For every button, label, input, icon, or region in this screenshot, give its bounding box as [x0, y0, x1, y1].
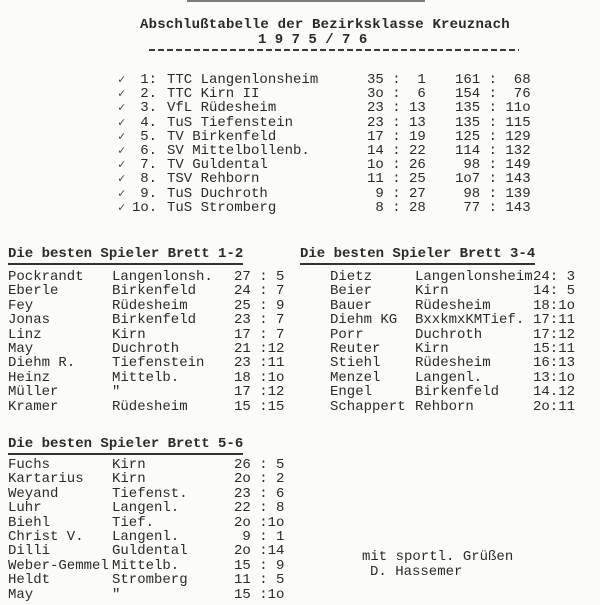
standings-table: [118, 73, 531, 215]
standings-row: [118, 130, 531, 144]
player-name: Beier: [330, 283, 373, 300]
rank-label: 1:: [140, 72, 157, 88]
standings-row: [118, 172, 531, 186]
club-name: TSV Rehborn: [167, 171, 260, 188]
player-row: [8, 530, 284, 544]
checkmark-icon: ✓: [118, 73, 126, 87]
player-row: [8, 472, 284, 486]
player-name: Menzel: [330, 369, 381, 386]
player-club: Langenl.: [415, 369, 483, 386]
match-record: 23 : 13: [367, 114, 426, 131]
player-club: Rüdesheim: [415, 355, 491, 372]
player-name: Müller: [8, 384, 59, 401]
match-record: 9 : 27: [367, 185, 426, 202]
player-club-overtyped: BxxkmxKMTief.: [415, 312, 525, 329]
player-row: [8, 458, 284, 472]
rank-label: 3.: [140, 100, 157, 117]
club-name: TV Guldental: [167, 157, 268, 174]
player-club: Rehborn: [415, 398, 474, 415]
player-name: May: [8, 586, 34, 603]
standings-row: [118, 87, 531, 101]
checkmark-icon: ✓: [118, 186, 126, 201]
rank-label: 8.: [140, 171, 157, 188]
club-name: TTC Langenlonsheim: [167, 72, 319, 88]
player-row: [8, 573, 284, 587]
player-row: [330, 270, 575, 284]
game-record: 135 : 11o: [455, 100, 531, 117]
player-score: 23 :11: [234, 355, 285, 372]
player-club: Stromberg: [112, 572, 188, 589]
rank-label: 9.: [140, 185, 157, 202]
player-row: [8, 270, 284, 284]
player-row: [8, 516, 284, 530]
standings-row: [118, 101, 531, 115]
game-record: 77 : 143: [455, 199, 531, 216]
player-name: Dietz: [330, 269, 373, 285]
section-heading-brett-3-4: Die besten Spieler Brett 3-4: [300, 246, 535, 265]
player-score: 24 : 7: [234, 283, 285, 300]
player-name: Jonas: [8, 312, 51, 329]
player-score: 18 :1o: [234, 369, 285, 386]
player-score: 17 :12: [234, 384, 285, 401]
player-name: Biehl: [8, 514, 51, 531]
player-name: Heldt: [8, 572, 51, 589]
player-row: [8, 313, 284, 327]
game-record: 98 : 149: [455, 157, 531, 174]
player-name: Fey: [8, 297, 34, 314]
player-club: Mittelb.: [112, 557, 180, 574]
player-score: 2o :14: [234, 543, 285, 560]
game-record: 135 : 115: [455, 114, 531, 131]
player-score: 25 : 9: [234, 297, 285, 314]
section-heading-brett-1-2: Die besten Spieler Brett 1-2: [8, 246, 243, 265]
checkmark-icon: ✓: [118, 115, 126, 130]
ditto-mark: ": [112, 384, 121, 401]
player-club: Guldental: [112, 543, 188, 560]
player-name: Fuchs: [8, 457, 51, 473]
player-club: Tiefenst.: [112, 485, 188, 502]
player-score: 13:1o: [533, 369, 576, 386]
club-name: VfL Rüdesheim: [167, 100, 277, 117]
player-name: Linz: [8, 326, 42, 343]
player-row: [330, 328, 575, 342]
checkmark-icon: ✓: [118, 101, 126, 116]
player-row: [330, 356, 575, 370]
player-row: [8, 588, 284, 602]
player-score: 14.12: [533, 384, 576, 401]
player-name: Heinz: [8, 369, 51, 386]
player-club: Birkenfeld: [112, 312, 197, 329]
player-name: Luhr: [8, 500, 42, 517]
player-name: Reuter: [330, 340, 381, 357]
checkmark-icon: ✓: [118, 200, 126, 215]
player-row: [330, 400, 575, 414]
player-name: May: [8, 340, 34, 357]
player-club: Birkenfeld: [415, 384, 500, 401]
player-score: 17:11: [533, 312, 576, 329]
standings-row: [118, 144, 531, 158]
player-name: Dilli: [8, 543, 51, 560]
standings-row: [118, 158, 531, 172]
player-club: Rüdesheim: [112, 297, 188, 314]
game-record: 114 : 132: [455, 142, 531, 159]
player-score: 15:11: [533, 340, 576, 357]
player-club: Langenlonsheim: [415, 269, 533, 285]
player-row: [8, 501, 284, 515]
club-name: TV Birkenfeld: [167, 128, 277, 145]
standings-row: [118, 187, 531, 201]
player-name: Bauer: [330, 297, 373, 314]
player-row: [8, 284, 284, 298]
player-name: Diehm R.: [8, 355, 76, 372]
top-edge-line: [187, 0, 425, 2]
rank-label: 6.: [140, 142, 157, 159]
game-record: 161 : 68: [455, 72, 531, 88]
ditto-mark: ": [112, 586, 121, 603]
player-club: Duchroth: [112, 340, 180, 357]
player-club: Duchroth: [415, 326, 483, 343]
rank-label: 1o.: [132, 199, 158, 216]
signature-name: D. Hassemer: [370, 564, 463, 580]
rank-label: 5.: [140, 128, 157, 145]
player-row: [330, 385, 575, 399]
player-name: Christ V.: [8, 528, 84, 545]
player-score: 21 :12: [234, 340, 285, 357]
rank-label: 2.: [140, 86, 157, 103]
player-name: Kramer: [8, 398, 59, 415]
player-score: 11 : 5: [234, 572, 285, 589]
game-record: 1o7 : 143: [455, 171, 531, 188]
checkmark-icon: ✓: [118, 143, 126, 158]
player-club: Birkenfeld: [112, 283, 197, 300]
game-record: 98 : 139: [455, 185, 531, 202]
player-row: [8, 400, 284, 414]
player-club: Langenl.: [112, 528, 180, 545]
player-club: Langenlonsh.: [112, 269, 213, 285]
player-name: Diehm KG: [330, 312, 398, 329]
document-title: Abschlußtabelle der Bezirksklasse Kreuznach: [140, 17, 510, 33]
player-row: [8, 328, 284, 342]
player-score: 17:12: [533, 326, 576, 343]
player-club: Mittelb.: [112, 369, 180, 386]
player-name: Schappert: [330, 398, 406, 415]
player-score: 15 :15: [234, 398, 285, 415]
player-name: Pockrandt: [8, 269, 84, 285]
player-score: 26 : 5: [234, 457, 285, 473]
player-score: 24: 3: [533, 269, 576, 285]
match-record: 8 : 28: [367, 199, 426, 216]
player-score: 16:13: [533, 355, 576, 372]
player-score: 22 : 8: [234, 500, 285, 517]
player-club: Tief.: [112, 514, 155, 531]
match-record: 14 : 22: [367, 142, 426, 159]
match-record: 1o : 26: [367, 157, 426, 174]
standings-row: [118, 201, 531, 215]
player-row: [8, 299, 284, 313]
checkmark-icon: ✓: [118, 129, 126, 144]
checkmark-icon: ✓: [118, 158, 126, 173]
player-club: Kirn: [112, 326, 146, 343]
match-record: 3o : 6: [367, 86, 426, 103]
match-record: 35 : 1: [367, 72, 426, 88]
club-name: SV Mittelbollenb.: [167, 142, 310, 159]
player-club: Rüdesheim: [415, 297, 491, 314]
club-name: TuS Stromberg: [167, 199, 277, 216]
match-record: 23 : 13: [367, 100, 426, 117]
player-row: [330, 299, 575, 313]
match-record: 17 : 19: [367, 128, 426, 145]
player-club: Tiefenstein: [112, 355, 205, 372]
player-row: [8, 544, 284, 558]
player-name: Weyand: [8, 485, 59, 502]
checkmark-icon: ✓: [118, 87, 126, 102]
player-name: Engel: [330, 384, 373, 401]
rank-label: 4.: [140, 114, 157, 131]
player-club: Kirn: [112, 471, 146, 488]
player-row: [8, 356, 284, 370]
season-label: 1 9 7 5 / 7 6: [258, 32, 368, 48]
player-score: 27 : 5: [234, 269, 285, 285]
checkmark-icon: ✓: [118, 172, 126, 187]
best-players-table-brett-5-6: [8, 458, 284, 602]
club-name: TuS Tiefenstein: [167, 114, 294, 131]
player-score: 2o:11: [533, 398, 576, 415]
player-name: Weber-Gemmel: [8, 557, 109, 574]
player-score: 14: 5: [533, 283, 576, 300]
player-score: 18:1o: [533, 297, 576, 314]
player-row: [330, 284, 575, 298]
player-row: [330, 342, 575, 356]
player-score: 9 : 1: [234, 528, 285, 545]
player-club: Langenl.: [112, 500, 180, 517]
best-players-table-brett-3-4: [330, 270, 575, 414]
standings-row: [118, 73, 531, 87]
player-name: Porr: [330, 326, 364, 343]
player-club: Rüdesheim: [112, 398, 188, 415]
player-row: [330, 371, 575, 385]
section-heading-brett-5-6: Die besten Spieler Brett 5-6: [8, 436, 243, 455]
title-divider: [149, 49, 519, 51]
player-score: 23 : 7: [234, 312, 285, 329]
player-score: 2o : 2: [234, 471, 285, 488]
player-club: Kirn: [112, 457, 146, 473]
player-name: Kartarius: [8, 471, 84, 488]
player-score: 23 : 6: [234, 485, 285, 502]
player-row: [8, 385, 284, 399]
rank-label: 7.: [140, 157, 157, 174]
player-row: [8, 487, 284, 501]
game-record: 125 : 129: [455, 128, 531, 145]
match-record: 11 : 25: [367, 171, 426, 188]
club-name: TuS Duchroth: [167, 185, 268, 202]
player-row: [330, 313, 575, 327]
standings-row: [118, 116, 531, 130]
club-name: TTC Kirn II: [167, 86, 260, 103]
player-club: Kirn: [415, 340, 449, 357]
player-name: Eberle: [8, 283, 59, 300]
player-score: 15 : 9: [234, 557, 285, 574]
player-score: 17 : 7: [234, 326, 285, 343]
player-row: [8, 342, 284, 356]
player-score: 2o :1o: [234, 514, 285, 531]
player-name: Stiehl: [330, 355, 381, 372]
player-score: 15 :1o: [234, 586, 285, 603]
best-players-table-brett-1-2: [8, 270, 284, 414]
player-row: [8, 559, 284, 573]
closing-greeting: mit sportl. Grüßen: [362, 549, 514, 565]
player-club: Kirn: [415, 283, 449, 300]
player-row: [8, 371, 284, 385]
game-record: 154 : 76: [455, 86, 531, 103]
